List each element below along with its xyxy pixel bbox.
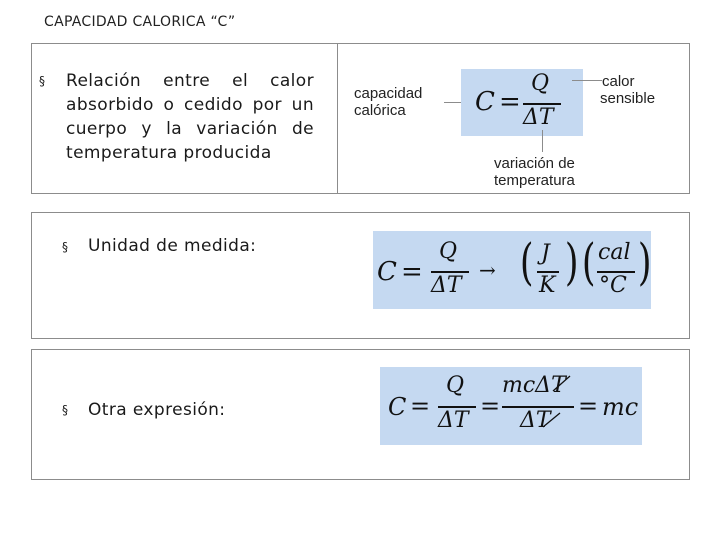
label-left-line-1: capacidad — [354, 85, 423, 102]
label-variacion-temperatura — [494, 155, 575, 189]
cancel-strike-top — [550, 372, 572, 394]
units-formula-equals: = — [401, 257, 423, 287]
page-title: CAPACIDAD CALORICA “C” — [44, 14, 236, 30]
paren-open-2: ( — [581, 233, 596, 291]
expr-frac2-den: ΔT — [520, 408, 551, 433]
label-right-line-2: sensible — [600, 90, 656, 107]
connector-right — [572, 80, 602, 81]
expression-panel — [31, 349, 690, 480]
unit-degrees-c: °C — [599, 273, 627, 298]
arrow-icon: → — [479, 258, 496, 282]
units-formula-q: Q — [439, 239, 458, 264]
label-left-line-2: calórica — [354, 102, 406, 119]
units-formula-c: C — [377, 257, 397, 287]
expr-c: C — [388, 393, 407, 421]
formula-q: Q — [531, 71, 550, 96]
expr-eq2: = — [480, 392, 501, 420]
definition-line-2: absorbido o cedido por un — [66, 95, 314, 115]
bullet-icon: § — [62, 240, 68, 254]
label-bottom-line-1: variación de — [494, 155, 575, 172]
expression-label: Otra expresión: — [88, 400, 226, 420]
expr-frac2-num: mcΔT — [502, 373, 566, 398]
cancel-strike-bottom — [540, 408, 562, 430]
unit-k: K — [539, 273, 556, 298]
label-bottom-line-2: temperatura — [494, 172, 575, 189]
paren-close-1: ) — [564, 233, 579, 291]
label-calor-sensible — [600, 73, 655, 107]
panel-divider — [337, 44, 338, 193]
bullet-icon: § — [39, 74, 45, 88]
paren-close-2: ) — [637, 233, 652, 291]
definition-panel — [31, 43, 690, 194]
definition-line-4: temperatura producida — [66, 143, 272, 163]
formula-delta-t: ΔT — [523, 105, 554, 130]
units-formula-delta-t: ΔT — [431, 273, 462, 298]
expr-frac1-den: ΔT — [438, 408, 469, 433]
expr-frac1-num: Q — [446, 373, 465, 398]
units-formula — [373, 231, 651, 309]
expr-result: mc — [602, 393, 639, 421]
diagram-formula — [461, 69, 583, 136]
formula-equals: = — [499, 87, 521, 117]
expr-eq3: = — [578, 392, 599, 420]
definition-line-1: Relación entre el calor — [66, 71, 314, 91]
formula-c: C — [475, 87, 495, 117]
expression-formula — [380, 367, 642, 445]
paren-open-1: ( — [519, 233, 534, 291]
label-right-line-1: calor — [602, 73, 635, 90]
units-panel — [31, 212, 690, 339]
expr-eq1: = — [410, 392, 431, 420]
units-label: Unidad de medida: — [88, 236, 257, 256]
definition-line-3: cuerpo y la variación de — [66, 119, 314, 139]
unit-j: J — [541, 241, 550, 266]
bullet-icon: § — [62, 403, 68, 417]
label-capacidad-calorica — [354, 85, 422, 119]
unit-cal: cal — [598, 240, 631, 265]
connector-bottom — [542, 130, 543, 152]
